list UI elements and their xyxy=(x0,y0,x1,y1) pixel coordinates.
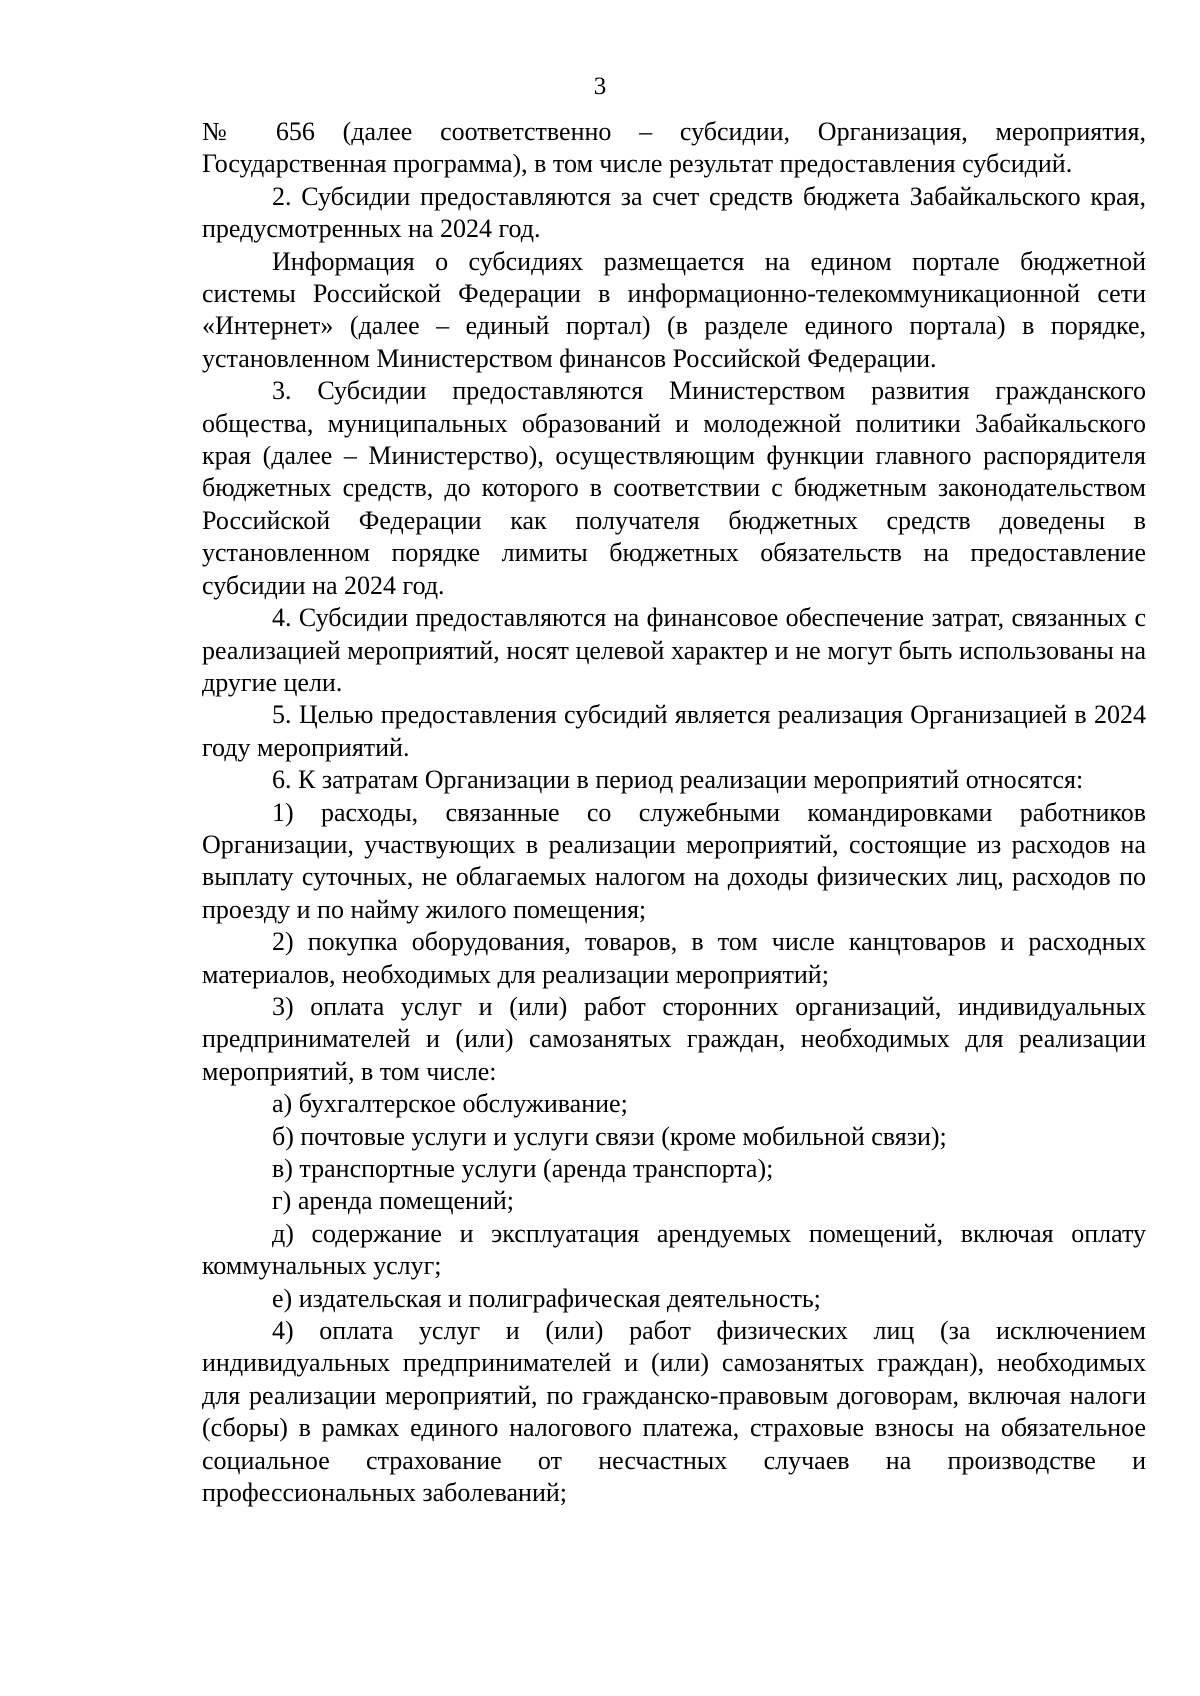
page-number: 3 xyxy=(593,73,607,100)
list-item-6-1: 1) расходы, связанные со служебными командировками работников Организации, участвующих в реализации мероприятий, состоящие из расходов на выплату суточных, не облагаемых налогом на доходы физических лиц, расходов по проезду и по найму жилого помещения; xyxy=(202,797,1146,924)
paragraph-4: 4. Субсидии предоставляются на финансовое обеспечение затрат, связанных с реализацией мероприятий, носят целевой характер и не могут быть использованы на другие цели. xyxy=(202,603,1146,697)
paragraph-5: 5. Целью предоставления субсидий является реализация Организацией в 2024 году мероприятий. xyxy=(202,700,1146,762)
paragraph-3: 3. Субсидии предоставляются Министерством развития гражданского общества, муниципальных образований и молодежной политики Забайкальского края (далее – Министерство), осуществляющим функции главного распорядителя бюджетных средств, до которого в соответствии с бюджетным законодательством Российской Федерации как получателя бюджетных средств доведены в установленном порядке лимиты бюджетных обязательств на предоставление субсидии на 2024 год. xyxy=(202,376,1146,600)
document-body xyxy=(202,116,1146,1509)
sub-item-e: е) издательская и полиграфическая деятельность; xyxy=(272,1283,821,1313)
sub-item-a: а) бухгалтерское обслуживание; xyxy=(272,1089,628,1119)
paragraph-6: 6. К затратам Организации в период реализации мероприятий относятся: xyxy=(272,765,1084,795)
list-item-6-4: 4) оплата услуг и (или) работ физических лиц (за исключением индивидуальных предпринимателей и (или) самозанятых граждан), необходимых для реализации мероприятий, по гражданско-правовым договорам, включая налоги (сборы) в рамках единого налогового платежа, страховые взносы на обязательное социальное страхование от несчастных случаев на производстве и профессиональных заболеваний; xyxy=(202,1316,1146,1508)
sub-item-d: д) содержание и эксплуатация арендуемых помещений, включая оплату коммунальных услуг; xyxy=(202,1218,1146,1281)
paragraph-portal-info: Информация о субсидиях размещается на едином портале бюджетной системы Российской Федерации в информационно-телекоммуникационной сети «Интернет» (далее – единый портал) (в разделе единого портала) в порядке, установленном Министерством финансов Российской Федерации. xyxy=(202,246,1146,373)
list-item-6-3: 3) оплата услуг и (или) работ сторонних организаций, индивидуальных предпринимателей и (или) самозанятых граждан, необходимых для реализации мероприятий, в том числе: xyxy=(202,991,1146,1086)
sub-item-v: в) транспортные услуги (аренда транспорта); xyxy=(272,1154,774,1183)
paragraph-intro-continued: № 656 (далее соответственно – субсидии, Организация, мероприятия, Государственная программа), в том числе результат предоставления субсидий. xyxy=(202,117,1146,179)
sub-item-b: б) почтовые услуги и услуги связи (кроме мобильной связи); xyxy=(272,1121,947,1151)
paragraph-2: 2. Субсидии предоставляются за счет средств бюджета Забайкальского края, предусмотренных на 2024 год. xyxy=(202,181,1146,244)
list-item-6-2: 2) покупка оборудования, товаров, в том числе канцтоваров и расходных материалов, необходимых для реализации мероприятий; xyxy=(202,927,1146,989)
sub-item-g: г) аренда помещений; xyxy=(272,1186,515,1216)
